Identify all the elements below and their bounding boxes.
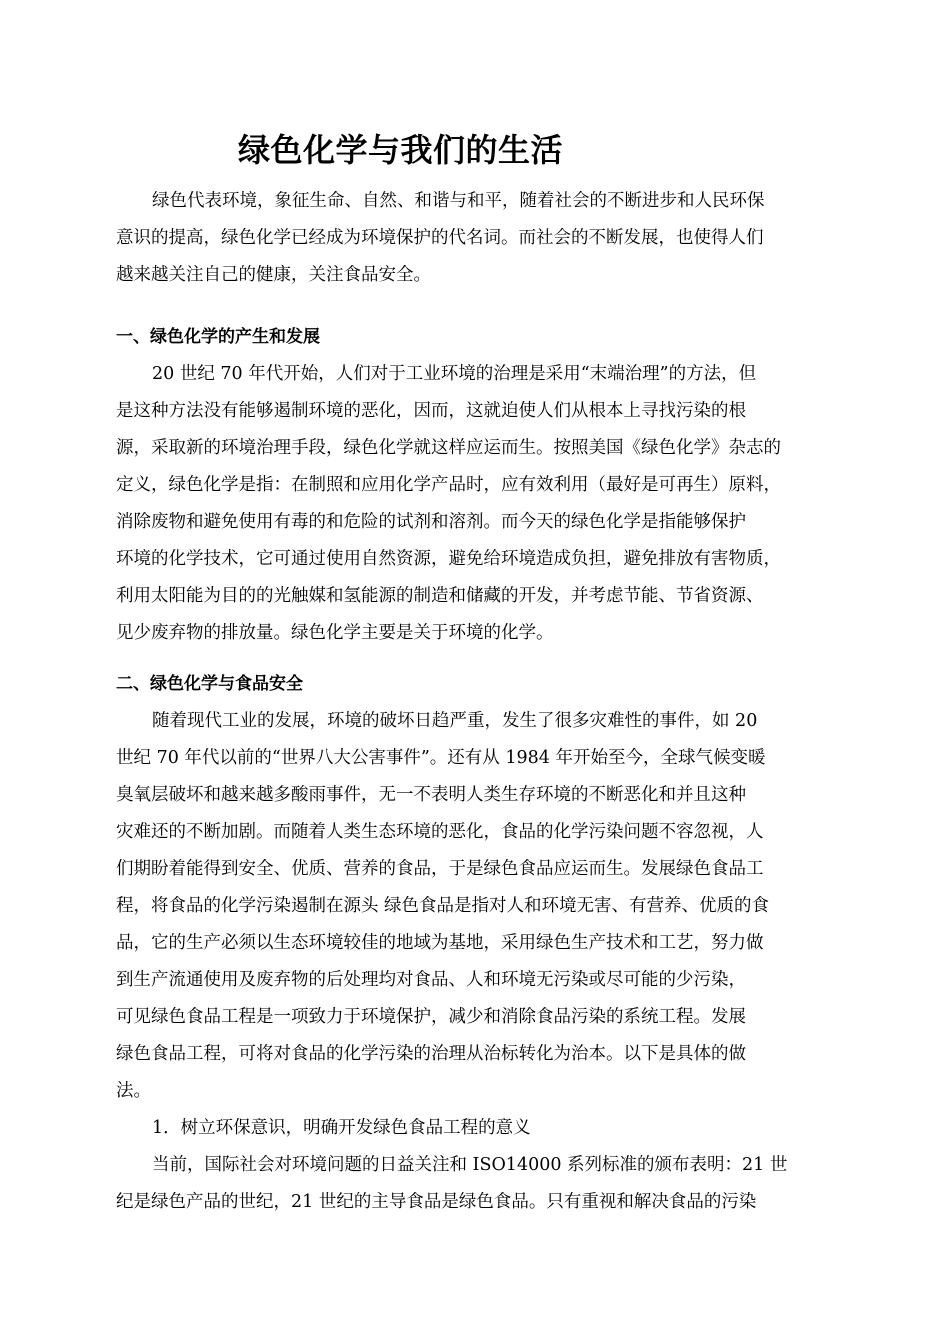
paragraph-line: 20 世纪 70 年代开始，人们对于工业环境的治理是采用“末端治理”的方法，但	[152, 364, 757, 384]
paragraph-line: 可见绿色食品工程是一项致力于环境保护，减少和消除食品污染的系统工程。发展	[116, 1007, 746, 1027]
paragraph-line: 程，将食品的化学污染遏制在源头 绿色食品是指对人和环境无害、有营养、优质的食	[116, 896, 770, 916]
section-heading: 一、绿色化学的产生和发展	[116, 327, 320, 347]
paragraph-line: 纪是绿色产品的世纪，21 世纪的主导食品是绿色食品。只有重视和解决食品的污染	[116, 1192, 757, 1212]
paragraph-line: 品，它的生产必须以生态环境较佳的地域为基地，采用绿色生产技术和工艺，努力做	[116, 933, 764, 953]
paragraph-line: 源，采取新的环境治理手段，绿色化学就这样应运而生。按照美国《绿色化学》杂志的	[116, 438, 781, 458]
paragraph-line: 越来越关注自己的健康，关注食品安全。	[116, 265, 431, 285]
document-title: 绿色化学与我们的生活	[238, 131, 564, 169]
paragraph-line: 环境的化学技术，它可通过使用自然资源，避免给环境造成负担，避免排放有害物质，	[116, 549, 781, 569]
paragraph-line: 臭氧层破坏和越来越多酸雨事件，无一不表明人类生存环境的不断恶化和并且这种	[116, 785, 746, 805]
paragraph-line: 当前，国际社会对环境问题的日益关注和 ISO14000 系列标准的颁布表明：21 世	[152, 1155, 788, 1175]
paragraph-line: 绿色食品工程，可将对食品的化学污染的治理从治标转化为治本。以下是具体的做	[116, 1044, 746, 1064]
paragraph-line: 们期盼着能得到安全、优质、营养的食品，于是绿色食品应运而生。发展绿色食品工	[116, 859, 764, 879]
paragraph-line: 随着现代工业的发展，环境的破坏日趋严重，发生了很多灾难性的事件，如 20	[152, 711, 758, 731]
paragraph-line: 见少废弃物的排放量。绿色化学主要是关于环境的化学。	[116, 623, 554, 643]
paragraph-line: 法。	[116, 1081, 151, 1101]
paragraph-line: 是这种方法没有能够遏制环境的恶化，因而，这就迫使人们从根本上寻找污染的根	[116, 401, 746, 421]
paragraph-line: 意识的提高，绿色化学已经成为环境保护的代名词。而社会的不断发展，也使得人们	[116, 228, 764, 248]
paragraph-line: 定义，绿色化学是指：在制照和应用化学产品时，应有效利用（最好是可再生）原料，	[116, 475, 781, 495]
paragraph-line: 消除废物和避免使用有毒的和危险的试剂和溶剂。而今天的绿色化学是指能够保护	[116, 512, 746, 532]
paragraph-line: 灾难还的不断加剧。而随着人类生态环境的恶化，食品的化学污染问题不容忽视，人	[116, 822, 764, 842]
paragraph-line: 绿色代表环境，象征生命、自然、和谐与和平，随着社会的不断进步和人民环保	[152, 191, 765, 211]
section-1	[116, 319, 828, 652]
section-2	[116, 666, 828, 1221]
intro-paragraph	[116, 183, 828, 294]
paragraph-line: 世纪 70 年代以前的“世界八大公害事件”。还有从 1984 年开始至今，全球气候变暖	[116, 748, 766, 768]
paragraph-line: 利用太阳能为目的的光触媒和氢能源的制造和储藏的开发，并考虑节能、节省资源、	[116, 586, 764, 606]
section-heading: 二、绿色化学与食品安全	[116, 674, 303, 694]
list-item-heading: 1．树立环保意识，明确开发绿色食品工程的意义	[152, 1118, 531, 1138]
paragraph-line: 到生产流通使用及废弃物的后处理均对食品、人和环境无污染或尽可能的少污染，	[116, 970, 746, 990]
